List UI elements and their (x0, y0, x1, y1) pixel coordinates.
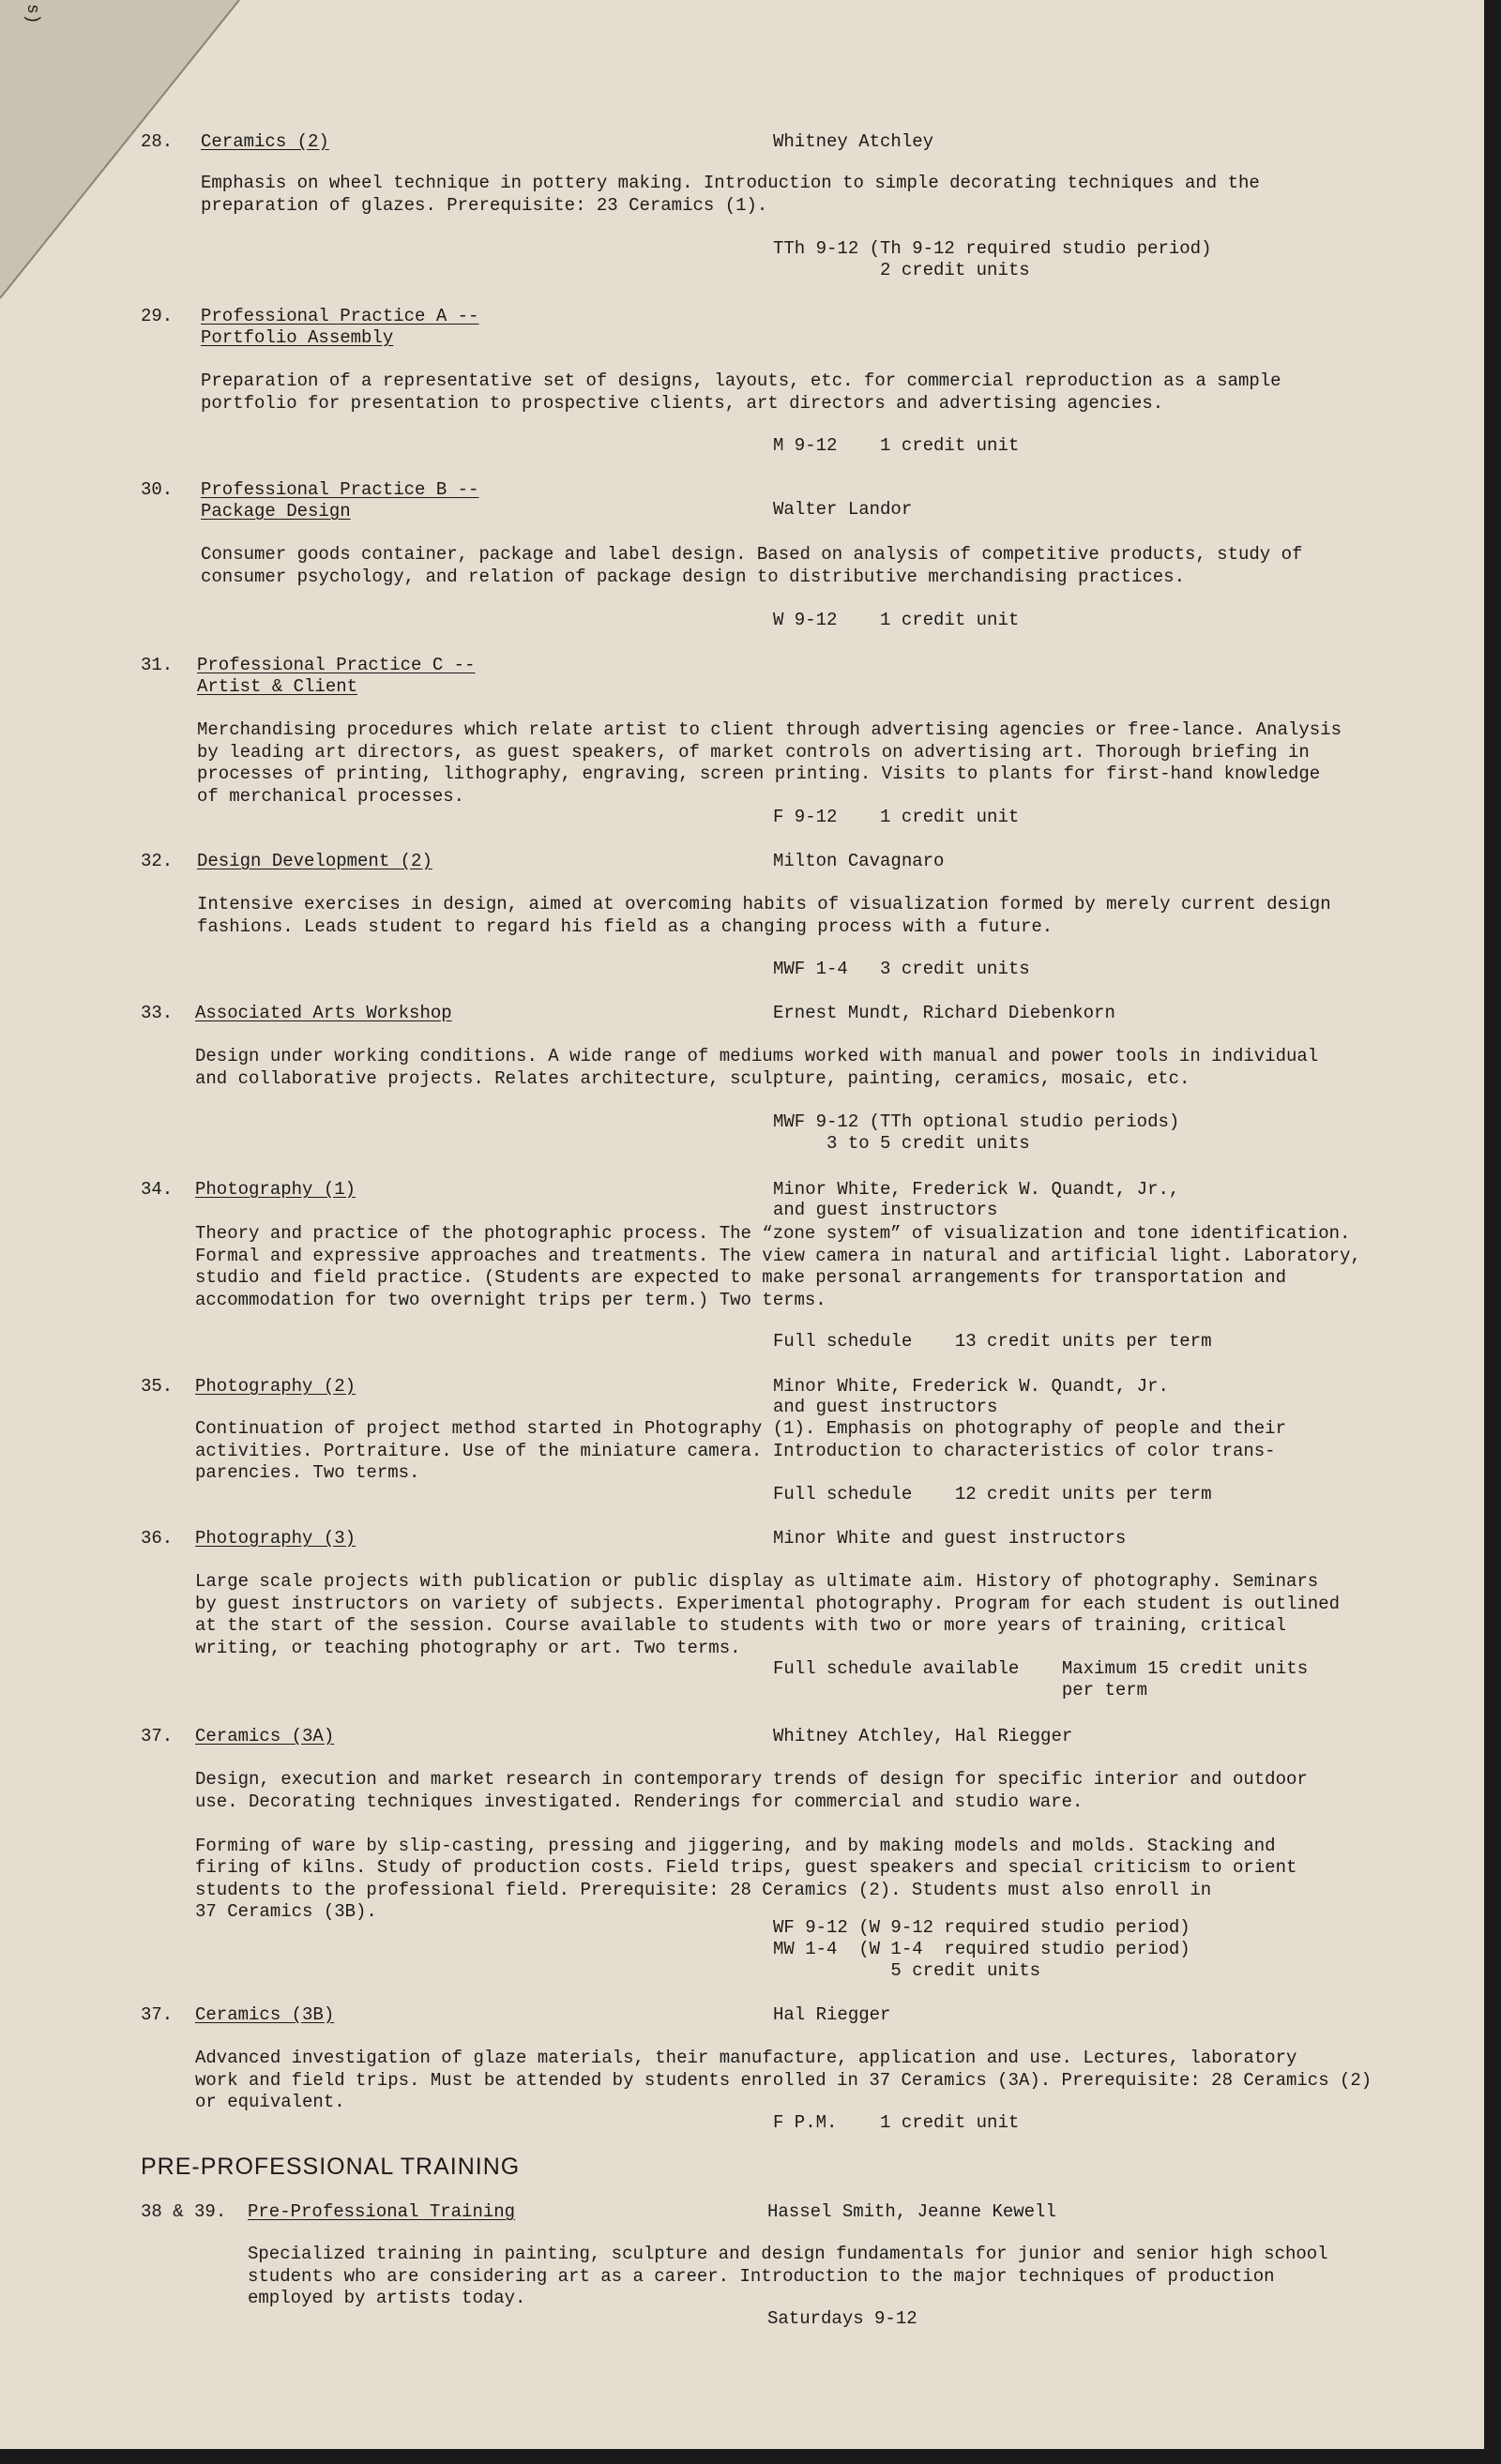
course-number: 32. (141, 851, 174, 871)
course-schedule: Full schedule 12 credit units per term (773, 1484, 1212, 1504)
course-description-line: Forming of ware by slip-casting, pressing and jiggering, and by making models and molds. Stacking and (195, 1835, 1276, 1856)
course-schedule: F 9-12 1 credit unit (773, 807, 1020, 827)
course-description-line: Advanced investigation of glaze materials, their manufacture, application and use. Lectures, laboratory (195, 2048, 1297, 2068)
course-schedule: Full schedule 13 credit units per term (773, 1331, 1212, 1352)
folded-corner (0, 0, 244, 310)
course-description-line: firing of kilns. Study of production costs. Field trips, guest speakers and special criticism to orient (195, 1857, 1297, 1878)
course-description-line: Preparation of a representative set of designs, layouts, etc. for commercial reproduction as a sample (201, 370, 1281, 391)
course-schedule: M 9-12 1 credit unit (773, 435, 1020, 456)
course-title: Professional Practice B -- (201, 479, 479, 500)
course-instructor: Minor White, Frederick W. Quandt, Jr. (773, 1376, 1169, 1397)
course-title: Artist & Client (197, 676, 358, 697)
course-description-line: Design under working conditions. A wide range of mediums worked with manual and power tools in individual (195, 1046, 1319, 1066)
course-description-line: Merchandising procedures which relate artist to client through advertising agencies or free-lance. Analysis (197, 719, 1342, 740)
course-description-line: Intensive exercises in design, aimed at overcoming habits of visualization formed by merely current design (197, 894, 1331, 915)
course-description-line: studio and field practice. (Students are expected to make personal arrangements for transportation and (195, 1267, 1286, 1288)
course-number: 28. (141, 131, 174, 152)
course-title: Ceramics (3A) (195, 1726, 335, 1746)
course-schedule: MW 1-4 (W 1-4 required studio period) (773, 1939, 1190, 1959)
course-title: Package Design (201, 501, 351, 522)
course-number: 30. (141, 479, 174, 500)
course-description-line: Formal and expressive approaches and treatments. The view camera in natural and artificial light. Laboratory, (195, 1245, 1361, 1266)
course-description-line: accommodation for two overnight trips per term.) Two terms. (195, 1289, 826, 1310)
course-number: 37. (141, 1726, 174, 1746)
course-schedule: Saturdays 9-12 (767, 2308, 917, 2329)
course-instructor: Milton Cavagnaro (773, 851, 945, 871)
course-description-line: Specialized training in painting, sculpture and design fundamentals for junior and senior high school (248, 2244, 1328, 2264)
course-title: Pre-Professional Training (248, 2201, 516, 2222)
course-instructor: Ernest Mundt, Richard Diebenkorn (773, 1003, 1115, 1023)
course-description-line: 37 Ceramics (3B). (195, 1901, 377, 1922)
course-number: 38 & 39. (141, 2201, 227, 2222)
course-description-line: parencies. Two terms. (195, 1462, 420, 1483)
course-instructor: Whitney Atchley, Hal Riegger (773, 1726, 1073, 1746)
course-number: 29. (141, 306, 174, 326)
course-schedule: W 9-12 1 credit unit (773, 610, 1020, 630)
course-number: 37. (141, 2004, 174, 2025)
course-schedule: MWF 9-12 (TTh optional studio periods) (773, 1111, 1180, 1132)
course-schedule: F P.M. 1 credit unit (773, 2112, 1020, 2133)
course-instructor: Whitney Atchley (773, 131, 934, 152)
course-title: Ceramics (3B) (195, 2004, 335, 2025)
course-instructor: Minor White, Frederick W. Quandt, Jr., (773, 1179, 1180, 1200)
course-description-line: Consumer goods container, package and label design. Based on analysis of competitive products, study of (201, 544, 1303, 565)
course-description-line: consumer psychology, and relation of package design to distributive merchandising practices. (201, 566, 1185, 587)
course-number: 31. (141, 655, 174, 675)
course-title: Design Development (2) (197, 851, 432, 871)
course-instructor: Hal Riegger (773, 2004, 891, 2025)
course-instructor: Walter Landor (773, 499, 913, 520)
course-description-line: work and field trips. Must be attended by students enrolled in 37 Ceramics (3A). Prerequisite: 28 Ceramics (2) (195, 2069, 1372, 2091)
course-description-line: Theory and practice of the photographic process. The “zone system” of visualization and tone identification. (195, 1223, 1351, 1244)
course-description-line: Design, execution and market research in contemporary trends of design for specific interior and outdoor (195, 1769, 1308, 1790)
course-description-line: students who are considering art as a career. Introduction to the major techniques of production (248, 2265, 1275, 2287)
course-description-line: and collaborative projects. Relates architecture, sculpture, painting, ceramics, mosaic, etc. (195, 1067, 1190, 1089)
course-schedule: 5 credit units (773, 1960, 1041, 1981)
course-description-line: or equivalent. (195, 2092, 345, 2112)
course-number: 36. (141, 1528, 174, 1549)
course-instructor: and guest instructors (773, 1397, 998, 1417)
course-description-line: students to the professional field. Prerequisite: 28 Ceramics (2). Students must also enroll in (195, 1879, 1212, 1900)
course-description-line: by guest instructors on variety of subjects. Experimental photography. Program for each student is outlined (195, 1593, 1340, 1614)
course-number: 34. (141, 1179, 174, 1200)
course-description-line: preparation of glazes. Prerequisite: 23 Ceramics (1). (201, 194, 768, 216)
course-title: Photography (1) (195, 1179, 356, 1200)
course-title: Associated Arts Workshop (195, 1003, 452, 1023)
course-schedule: MWF 1-4 3 credit units (773, 959, 1030, 979)
course-description-line: of merchanical processes. (197, 785, 465, 807)
course-schedule: 3 to 5 credit units (773, 1133, 1030, 1154)
course-number: 35. (141, 1376, 174, 1397)
course-description-line: Emphasis on wheel technique in pottery making. Introduction to simple decorating techniques and the (201, 173, 1260, 193)
course-description-line: by leading art directors, as guest speakers, of market controls on advertising art. Thorough briefing in (197, 741, 1310, 763)
course-title: Photography (3) (195, 1528, 356, 1549)
course-description-line: employed by artists today. (248, 2288, 526, 2308)
scan-border (1484, 0, 1501, 2464)
course-description-line: Continuation of project method started in Photography (1). Emphasis on photography of people and their (195, 1418, 1286, 1439)
course-description-line: at the start of the session. Course available to students with two or more years of training, critical (195, 1615, 1286, 1636)
course-schedule: 2 credit units (773, 260, 1030, 280)
course-schedule: per term (773, 1680, 1148, 1701)
course-instructor: and guest instructors (773, 1200, 998, 1220)
course-description-line: portfolio for presentation to prospective clients, art directors and advertising agencies. (201, 392, 1164, 414)
course-instructor: Hassel Smith, Jeanne Kewell (767, 2201, 1056, 2222)
course-schedule: TTh 9-12 (Th 9-12 required studio period) (773, 238, 1212, 259)
course-title: Portfolio Assembly (201, 327, 394, 348)
corner-fragment-text: s) (23, 4, 41, 24)
course-description-line: Large scale projects with publication or public display as ultimate aim. History of photography. Seminars (195, 1571, 1319, 1592)
course-schedule: Full schedule available Maximum 15 credit units (773, 1658, 1309, 1679)
section-heading: PRE-PROFESSIONAL TRAINING (141, 2154, 521, 2180)
course-title: Photography (2) (195, 1376, 356, 1397)
course-schedule: WF 9-12 (W 9-12 required studio period) (773, 1917, 1190, 1938)
course-description-line: fashions. Leads student to regard his field as a changing process with a future. (197, 915, 1054, 937)
course-description-line: processes of printing, lithography, engraving, screen printing. Visits to plants for first-hand knowledge (197, 763, 1321, 784)
course-description-line: writing, or teaching photography or art. Two terms. (195, 1637, 741, 1658)
course-title: Ceramics (2) (201, 131, 329, 152)
course-title: Professional Practice A -- (201, 306, 479, 326)
course-description-line: use. Decorating techniques investigated. Renderings for commercial and studio ware. (195, 1791, 1084, 1812)
course-instructor: Minor White and guest instructors (773, 1528, 1127, 1549)
course-title: Professional Practice C -- (197, 655, 476, 675)
course-description-line: activities. Portraiture. Use of the miniature camera. Introduction to characteristics of color trans- (195, 1440, 1276, 1461)
course-number: 33. (141, 1003, 174, 1023)
